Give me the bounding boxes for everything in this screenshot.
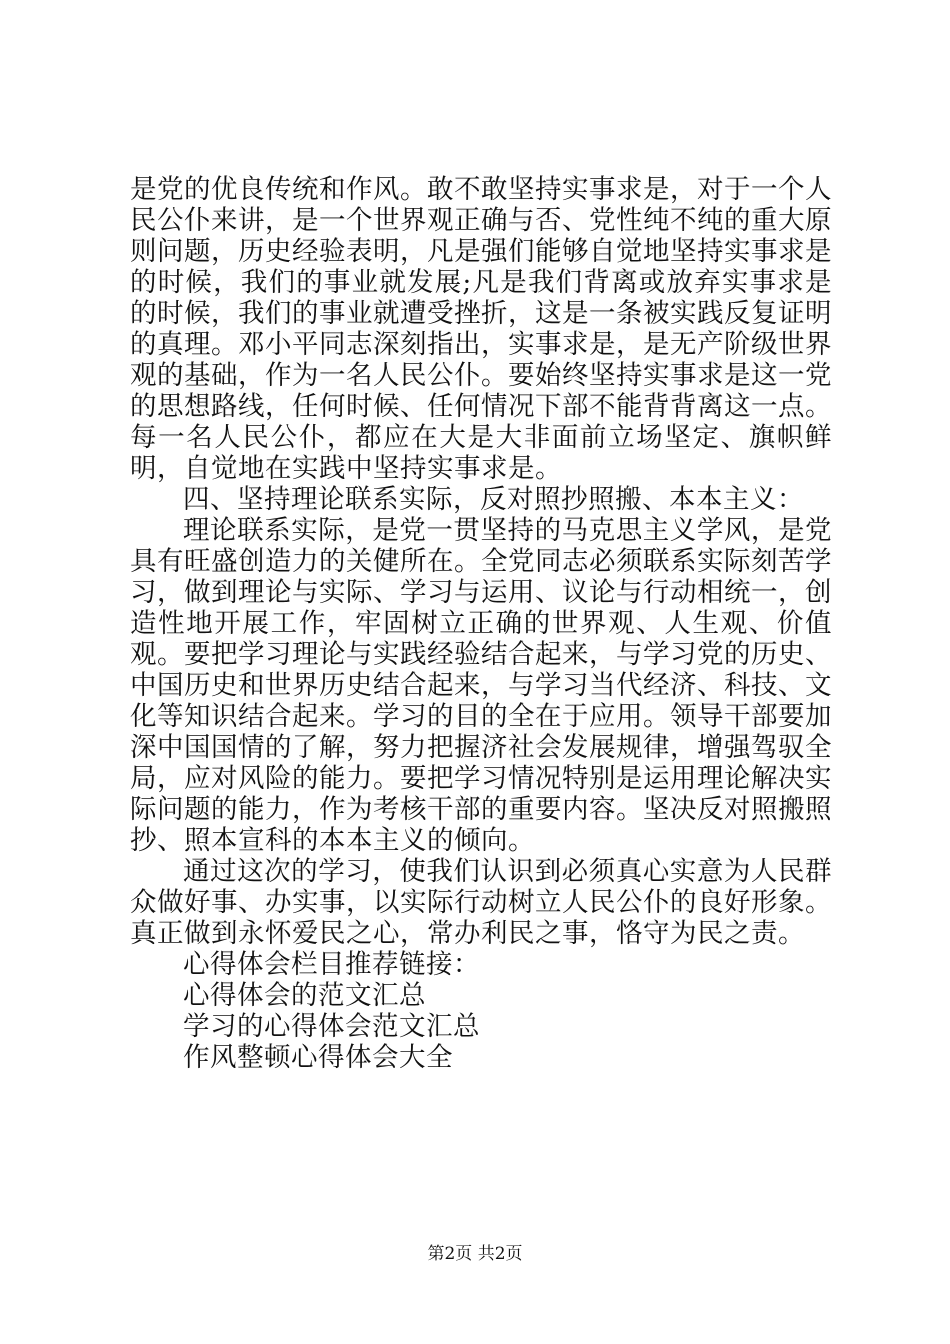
links-heading: 心得体会栏目推荐链接： — [183, 949, 480, 980]
link-style-rectification-collection[interactable]: 作风整顿心得体会大全 — [183, 1042, 453, 1073]
document-body — [130, 174, 832, 1073]
paragraph-conclusion: 通过这次的学习，使我们认识到必须真心实意为人民群众做好事、办实事，以实际行动树立人民公仆的良好形象。真正做到永怀爱民之心，常办利民之事，恪守为民之责。 — [130, 856, 832, 949]
recommended-links — [130, 949, 832, 1073]
link-study-essay-collection[interactable]: 学习的心得体会范文汇总 — [183, 1011, 480, 1042]
link-essay-collection[interactable]: 心得体会的范文汇总 — [183, 980, 426, 1011]
paragraph-continuation: 是党的优良传统和作风。敢不敢坚持实事求是，对于一个人民公仆来讲，是一个世界观正确与否、党性纯不纯的重大原则问题，历史经验表明，凡是强们能够自觉地坚持实事求是的时候，我们的事业就发展;凡是我们背离或放弃实事求是的时候，我们的事业就遭受挫折，这是一条被实践反复证明的真理。邓小平同志深刻指出，实事求是，是无产阶级世界观的基础，作为一名人民公仆。要始终坚持实事求是这一党的思想路线，任何时候、任何情况下部不能背背离这一点。每一名人民公仆，都应在大是大非面前立场坚定、旗帜鲜明，自觉地在实践中坚持实事求是。 — [130, 174, 832, 484]
paragraph-theory-practice: 理论联系实际，是党一贯坚持的马克思主义学风，是党具有旺盛创造力的关健所在。全党同志必须联系实际刻苦学习，做到理论与实际、学习与运用、议论与行动相统一，创造性地开展工作，牢固树立正确的世界观、人生观、价值观。要把学习理论与实践经验结合起来，与学习党的历史、中国历史和世界历史结合起来，与学习当代经济、科技、文化等知识结合起来。学习的目的全在于应用。领导干部要加深中国国情的了解，努力把握济社会发展规律，增强驾驭全局，应对风险的能力。要把学习情况特别是运用理论解决实际问题的能力，作为考核干部的重要内容。坚决反对照搬照抄、照本宣科的本本主义的倾向。 — [130, 515, 832, 856]
section-heading-four: 四、坚持理论联系实际，反对照抄照搬、本本主义： — [183, 484, 804, 515]
page-number-footer: 第2页 共2页 — [427, 1244, 523, 1264]
